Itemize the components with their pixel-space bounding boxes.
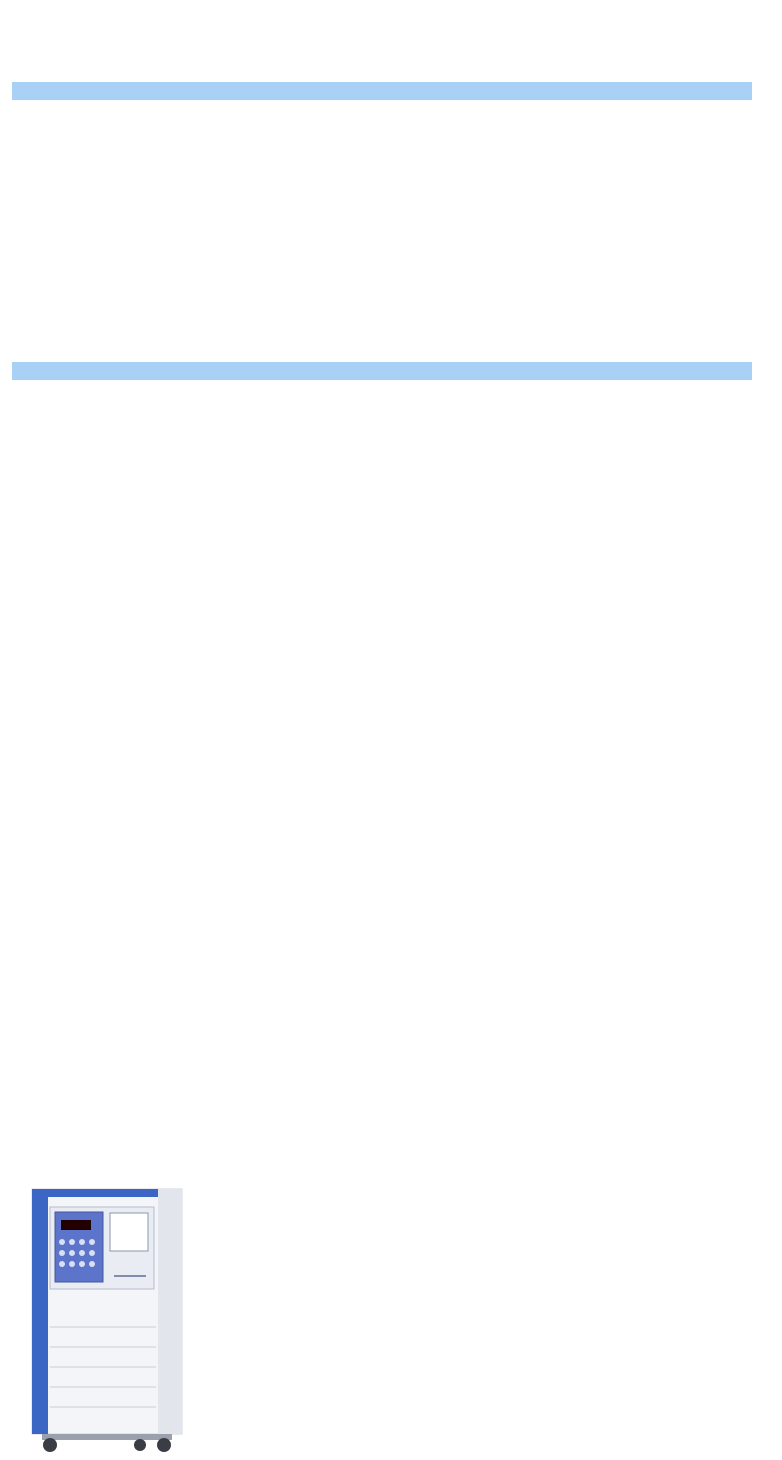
chiller-product-image	[28, 1187, 193, 1455]
features-title	[12, 82, 752, 100]
table-title	[12, 362, 752, 380]
